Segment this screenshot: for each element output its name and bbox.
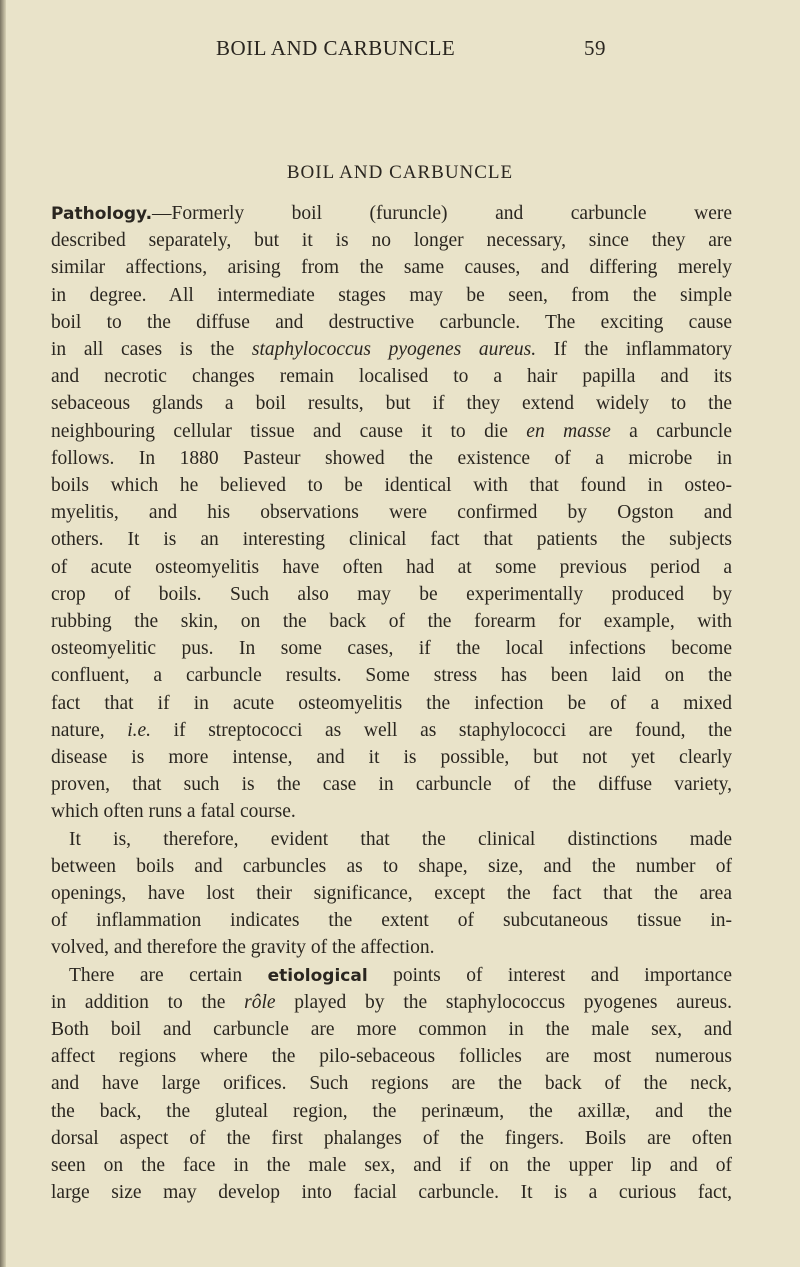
- text-segment: It is, therefore, evident that the clinical distinctions made: [69, 828, 732, 850]
- text-segment: in degree. All intermediate stages may be seen, from the simple: [51, 284, 732, 306]
- text-segment: described separately, but it is no longer necessary, since they are: [51, 230, 732, 252]
- text-line: [51, 557, 732, 579]
- text-segment: of acute osteomyelitis have often had at some previous period a: [51, 556, 732, 578]
- text-line: [51, 584, 732, 606]
- text-segment: sebaceous glands a boil results, but if they extend widely to the: [51, 393, 732, 415]
- text-line: [51, 339, 732, 361]
- text-segment: a carbuncle: [610, 420, 732, 442]
- page-edge-shadow: [0, 0, 6, 1267]
- text-line: [51, 910, 732, 932]
- text-segment: seen on the face in the male sex, and if on the upper lip and of: [51, 1155, 732, 1176]
- text-segment: dorsal aspect of the first phalanges of the fingers. Boils are often: [51, 1127, 732, 1149]
- running-head-title: BOIL AND CARBUNCLE: [216, 36, 456, 60]
- text-segment: openings, have lost their significance, except the fact that the area: [51, 883, 732, 904]
- text-segment: —Formerly boil (furuncle) and carbuncle were: [152, 203, 732, 224]
- text-line: [51, 529, 732, 551]
- text-line: [51, 1101, 732, 1123]
- italic-term: i.e.: [127, 719, 152, 741]
- text-line: [51, 203, 732, 225]
- text-segment: boils which he believed to be identical with that found in osteo-: [51, 475, 732, 496]
- text-segment: large size may develop into facial carbuncle. It is a curious fact,: [51, 1182, 732, 1204]
- text-line: [51, 475, 732, 497]
- text-segment: played by the staphylococcus pyogenes aureus.: [275, 991, 732, 1013]
- italic-term: rôle: [244, 991, 276, 1013]
- text-line: [51, 393, 732, 415]
- text-segment: volved, and therefore the gravity of the affection.: [51, 937, 435, 959]
- text-line: [51, 611, 732, 633]
- text-line: [51, 366, 732, 388]
- text-line: [51, 1073, 732, 1095]
- chapter-title: BOIL AND CARBUNCLE: [286, 162, 514, 183]
- text-segment: osteomyelitic pus. In some cases, if the local infections become: [51, 638, 732, 660]
- text-segment: points of interest and importance: [367, 964, 732, 986]
- text-segment: follows. In 1880 Pasteur showed the existence of a microbe in: [51, 447, 732, 469]
- text-segment: proven, that such is the case in carbuncle of the diffuse variety,: [51, 774, 732, 796]
- text-segment: if streptococci as well as staphylococci are found, the: [151, 719, 732, 741]
- text-line: [51, 1182, 732, 1204]
- text-segment: myelitis, and his observations were confirmed by Ogston and: [51, 502, 732, 524]
- text-segment: rubbing the skin, on the back of the forearm for example, with: [51, 611, 732, 632]
- text-line: [51, 312, 732, 334]
- text-segment: neighbouring cellular tissue and cause it to die: [51, 420, 527, 442]
- text-line: [51, 285, 732, 307]
- text-line: [51, 937, 732, 959]
- text-line: [51, 230, 732, 252]
- text-segment: boil to the diffuse and destructive carbuncle. The exciting cause: [51, 311, 732, 333]
- text-segment: in all cases is the: [51, 339, 252, 360]
- text-segment: which often runs a fatal course.: [51, 801, 296, 823]
- text-segment: and have large orifices. Such regions are the back of the neck,: [51, 1073, 732, 1095]
- page-number: 59: [584, 36, 606, 60]
- text-line: [51, 992, 732, 1014]
- text-segment: If the inflammatory: [536, 339, 732, 360]
- text-segment: confluent, a carbuncle results. Some stress has been laid on the: [51, 665, 732, 687]
- bold-term: Pathology.: [51, 204, 153, 224]
- text-segment: There are certain: [69, 964, 268, 986]
- text-segment: Both boil and carbuncle are more common in the male sex, and: [51, 1019, 732, 1040]
- text-line: [51, 257, 732, 279]
- text-line: [51, 1155, 732, 1177]
- text-line: [69, 829, 732, 851]
- text-segment: nature,: [51, 719, 128, 741]
- text-segment: others. It is an interesting clinical fact that patients the subjects: [51, 529, 732, 551]
- text-line: [51, 1046, 732, 1068]
- text-line: [51, 856, 732, 878]
- text-line: [51, 638, 732, 660]
- text-segment: between boils and carbuncles as to shape, size, and the number of: [51, 855, 732, 877]
- text-line: [51, 801, 732, 823]
- text-line: [51, 883, 732, 905]
- text-line: [51, 747, 732, 769]
- text-line: [51, 693, 732, 715]
- text-segment: fact that if in acute osteomyelitis the infection be of a mixed: [51, 692, 732, 714]
- italic-term: staphylococcus pyogenes aureus.: [251, 339, 537, 360]
- text-segment: affect regions where the pilo-sebaceous follicles are most numerous: [51, 1046, 732, 1068]
- text-line: [51, 502, 732, 524]
- text-line: [51, 448, 732, 470]
- text-segment: the back, the gluteal region, the perinæum, the axillæ, and the: [51, 1100, 732, 1122]
- text-segment: similar affections, arising from the same causes, and differing merely: [51, 257, 732, 279]
- bold-term: etiological: [267, 965, 368, 986]
- text-segment: of inflammation indicates the extent of subcutaneous tissue in-: [51, 910, 732, 932]
- text-segment: and necrotic changes remain localised to a hair papilla and its: [51, 366, 732, 388]
- text-segment: in addition to the: [51, 991, 245, 1013]
- text-line: [51, 665, 732, 687]
- text-line: [51, 1128, 732, 1150]
- text-segment: crop of boils. Such also may be experimentally produced by: [51, 583, 732, 605]
- italic-term: en masse: [526, 420, 611, 442]
- text-line: [51, 720, 732, 742]
- text-segment: disease is more intense, and it is possible, but not yet clearly: [51, 747, 732, 768]
- text-line: [51, 774, 732, 796]
- text-line: [69, 965, 732, 987]
- text-line: [51, 421, 732, 443]
- text-line: [51, 1019, 732, 1041]
